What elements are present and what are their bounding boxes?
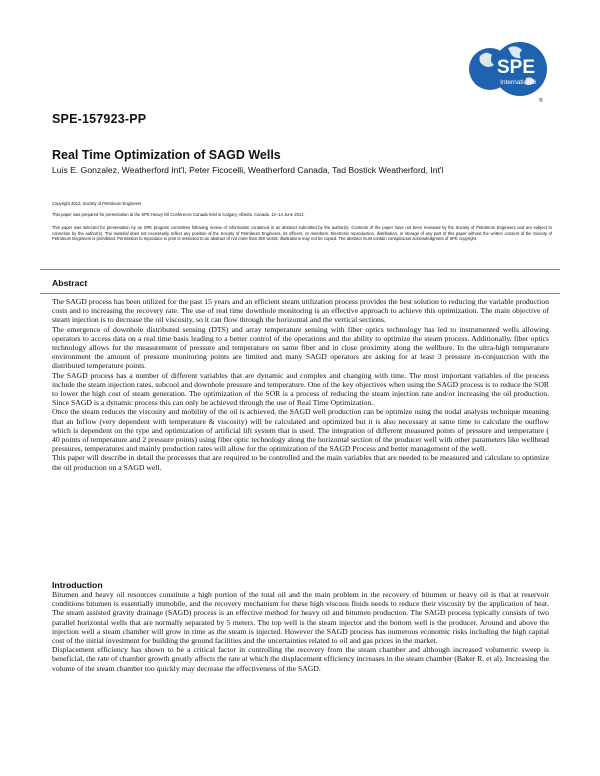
abstract-paragraph: Once the steam reduces the viscosity and mobility of the oil is achieved, the SAGD well production can be optimize using the nodal analysis technique meaning that an Inflow (very dependent with temperature & viscosity) will be calculated and optimized but it is also necessary at same time to calculate the outflow which is dependent on the type and optimization of artificial lift system that is used. The integration of different measured points of pressure and temperature ( 40 points of temperature and 2 pressure points) using fiber optic technology along the horizontal section of the producer well with other parameters like wellhead pressures, temperatures and mainly production rates will allow for the optimization of the SAGD Process and better management of the well. (52, 407, 549, 454)
paper-title: Real Time Optimization of SAGD Wells (52, 148, 281, 162)
paper-id: SPE-157923-PP (52, 112, 147, 126)
legal-notice: This paper was selected for presentation by an SPE program committee following review of information contained in an abstract submitted by the author(s). Contents of the paper have not been reviewed by the Society of Petroleum Engineers and are subject to correction by the author(s). The material does not necessarily reflect any position of the Society of Petroleum Engineers, its officers, or members. Electronic reproduction, distribution, or storage of any part of this paper without the written consent of the Society of Petroleum Engineers is prohibited. Permission to reproduce in print is restricted to an abstract of not more than 300 words; illustrations may not be copied. The abstract must contain conspicuous acknowledgment of SPE copyright. (52, 225, 552, 241)
introduction-paragraph: Bitumen and heavy oil resources constitute a high portion of the total oil and the main problem in the recovery of bitumen or heavy oil is that at reservoir conditions bitumen is essentially immobile, and the recovery mechanism for these high viscous fluids needs to reduce their viscosity by the application of heat. The steam assisted gravity drainage (SAGD) process is an effective method for heavy oil and bitumen production. The SAGD process typically consists of two parallel horizontal wells that are normally separated by 5 meters. The top well is the steam injector and the bottom well is the producer. Around and above the injection well a steam chamber will grow in time as the steam is injected. However the SAGD process has numerous economic risks including the high capital cost of the initial investment for building the ground facilities and the uncertainties related to oil and gas prices in the market. (52, 590, 549, 646)
registered-mark: ® (539, 98, 543, 104)
preparation-notice: This paper was prepared for presentation at the SPE Heavy Oil Conference Canada held in Calgary, Alberta, Canada, 12–14 June 2012. (52, 212, 305, 217)
authors-line: Luis E. Gonzalez, Weatherford Int'l, Peter Ficocelli, Weatherford Canada, Tad Bostick Weatherford, Int'l (52, 165, 444, 175)
abstract-paragraph: The SAGD process has a number of different variables that are dynamic and complex and changing with time. The most important variables of the process include the steam injection rates, subcool and downhole pressure and temperature. One of the key objectives when using the SAGD process is to reduce the SOR to lower the high cost of steam generation. The optimization of the SOR is a process of reducing the steam injection rate and/or increasing the oil production. Since SAGD is a dynamic process this can only be achieved through the use of Real Time Optimization. (52, 370, 549, 408)
abstract-paragraph: The SAGD process has been utilized for the past 15 years and an efficient steam utilization process provides the best solution to reducing the variable production costs and to increasing the recovery rate. The use of real time downhole monitoring is an effective approach to achieve this optimization. The main objective of steam injection is to decrease the oil viscosity, so it can flow through the horizontal and the vertical sections. (52, 297, 549, 325)
abstract-paragraph: This paper will describe in detail the processes that are required to be controlled and the main variables that are needed to be measured and calculate to optimize the oil production on a SAGD well. (52, 453, 549, 472)
copyright-notice: Copyright 2012, Society of Petroleum Engineers (52, 201, 142, 206)
introduction-body (52, 590, 549, 673)
abstract-heading: Abstract (52, 278, 88, 288)
divider-top (40, 269, 560, 270)
abstract-body (52, 297, 549, 472)
introduction-paragraph: Displacement efficiency has shown to be a critical factor in controlling the recovery from the steam chamber and although increased volumetric sweep is beneficial, the rate of chamber growth greatly affects the rate at which the displacement efficiency increases in the steam chamber (Baker R. et al). Increasing the volume of the steam chamber too quickly may decrease the effectiveness of the SAGD. (52, 645, 549, 673)
logo-subtext: International (500, 79, 536, 86)
introduction-heading: Introduction (52, 580, 103, 590)
divider-bottom (40, 293, 560, 294)
spe-international-logo (468, 38, 548, 100)
abstract-paragraph: The emergence of downhole distributed sensing (DTS) and array temperature sensing with fiber optics technology has led to instrumented wells allowing operators to access data on a real time basis leading to a better control of the operations and the ability to optimize the steam process. Additionally, fiber optics technology allows for the measurement of pressure and temperature on same fiber and in close proximity along the wellbore. In the ultra-high temperature environment the amount of pressure monitoring points are limited and many SAGD operators are asking for at least 3 pressure in-conjunction with the distributed temperature points. (52, 324, 549, 371)
logo-text: SPE (496, 57, 536, 78)
